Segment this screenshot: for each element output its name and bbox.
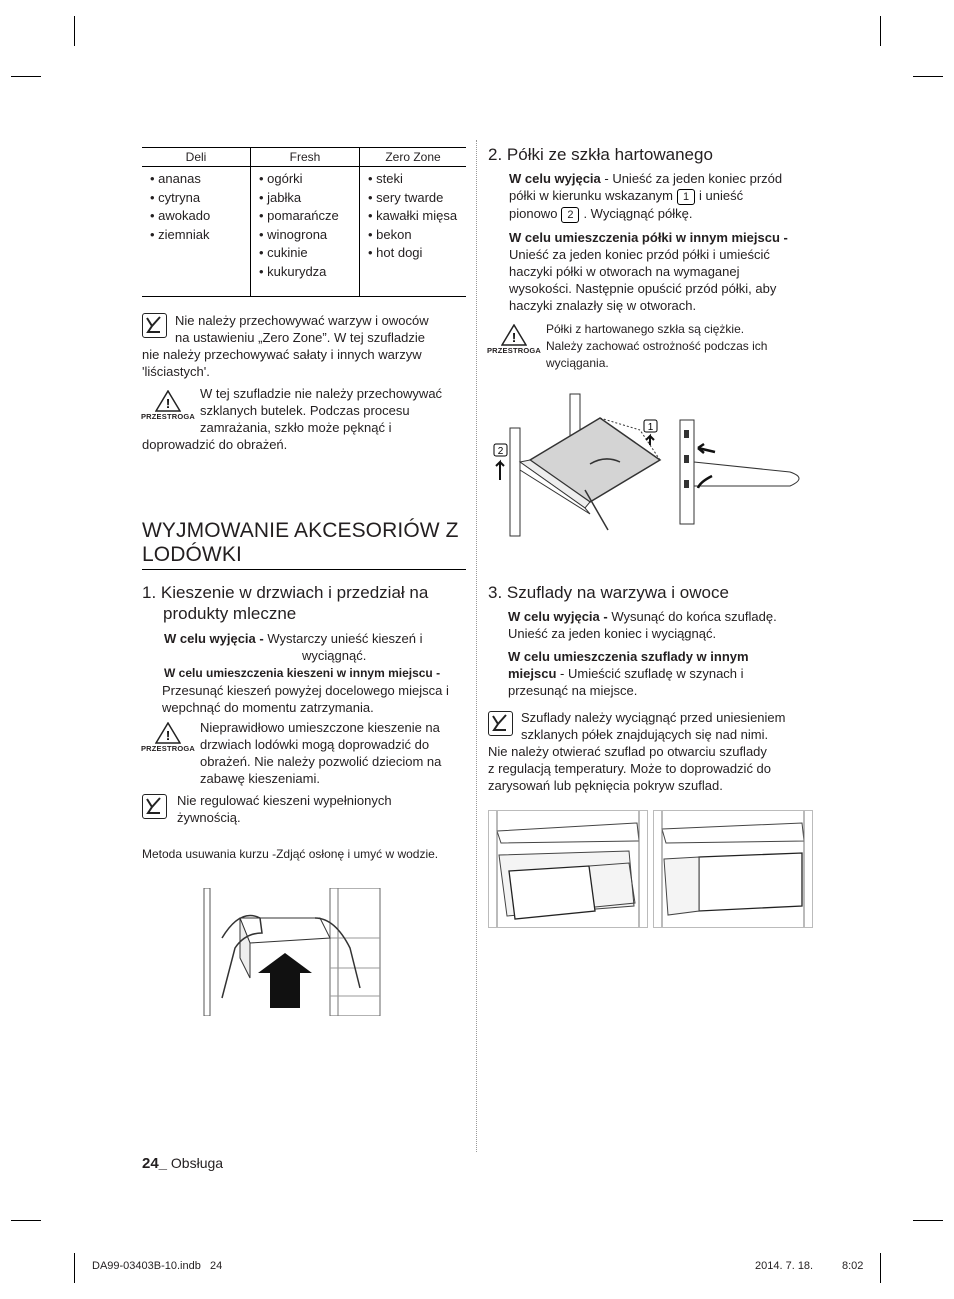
table-cell-zero-zone: • steki • sery twarde • kawałki mięsa • bekon • hot dogi: [360, 167, 467, 297]
crop-mark: [913, 76, 943, 77]
print-date: 2014. 7. 18.: [755, 1260, 814, 1272]
crop-mark: [11, 76, 41, 77]
drawer-illustration-2: [653, 810, 813, 928]
table-cell-deli: • ananas • cytryna • awokado • ziemniak: [142, 167, 251, 297]
crop-mark: [11, 1220, 41, 1221]
caution-icon: ! PRZESTROGA: [486, 324, 542, 362]
print-time: 8:02: [842, 1260, 864, 1272]
caution-icon: ! PRZESTROGA: [140, 722, 196, 760]
svg-text:!: !: [165, 728, 171, 743]
crop-mark: [880, 16, 881, 46]
food-storage-table: [142, 147, 466, 297]
crop-mark: [74, 16, 75, 46]
table-cell-fresh: • ogórki • jabłka • pomarańcze • winogrona • cukinie • kukurydza: [251, 167, 360, 297]
print-file-info: DA99-03403B-10.indb 24: [92, 1260, 223, 1272]
crop-mark: [880, 1253, 881, 1283]
footer-section: Obsługa: [167, 1155, 224, 1171]
caution-1-text: W tej szufladzie nie należy przechowywać szklanych butelek. Podczas procesu zamrażania, szkło może pęknąć i doprowadzić do obrażeń.: [142, 386, 443, 452]
section-rule: [142, 569, 466, 570]
note-3-text: Szuflady należy wyciągnąć przed uniesieniem szklanych półek znajdujących się nad nimi. Nie należy otwierać szuflad po otwarciu szuflady z regulacją temperatury. Może to doprowadzić do zarysowań lub pęknięcia pokryw szuflad.: [488, 710, 786, 793]
caution-3-text: Półki z hartowanego szkła są ciężkie. Należy zachować ostrożność podczas ich wyciągania.: [546, 322, 768, 370]
figure-badge-2: 2: [497, 446, 504, 457]
svg-text:!: !: [511, 330, 517, 345]
subheading-drawers: 3. Szuflady na warzywa i owoce: [488, 583, 729, 602]
caution-2-text: Nieprawidłowo umieszczone kieszenie na drzwiach lodówki mogą doprowadzić do obrażeń. Nie należy pozwolić dzieciom na zabawę kieszeniami.: [200, 720, 442, 786]
subheading-door-bins: 1. Kieszenie w drzwiach i przedział na produkty mleczne: [142, 583, 429, 623]
crop-mark: [74, 1253, 75, 1283]
note-icon: [142, 794, 167, 819]
crop-mark: [913, 1220, 943, 1221]
table-header-deli: Deli: [142, 148, 251, 167]
glass-shelf-illustration: [490, 390, 810, 538]
drawer-instructions: W celu wyjęcia - Wysunąć do końca szufladę. Unieść za jeden koniec i wyciągnąć. W celu umieszczenia szuflady w innym miejscu - Umieścić szufladę w szynach i przesunąć na miejsce.: [508, 609, 777, 698]
dust-removal-text: Metoda usuwania kurzu -Zdjąć osłonę i umyć w wodzie.: [142, 847, 439, 861]
step-2-badge: 2: [561, 207, 579, 223]
svg-text:!: !: [165, 396, 171, 411]
note-2-text: Nie regulować kieszeni wypełnionych żywnością.: [177, 793, 392, 825]
page-footer: [142, 1155, 223, 1172]
column-divider: [476, 140, 477, 1152]
caution-icon: ! PRZESTROGA: [140, 390, 196, 428]
drawer-illustration-1: [488, 810, 648, 928]
table-header-fresh: Fresh: [251, 148, 360, 167]
page-number: 24_: [142, 1155, 168, 1172]
door-bin-instructions: W celu wyjęcia - Wystarczy unieść kieszeń i wyciągnąć. W celu umieszczenia kieszeni w innym miejscu - Przesunąć kieszeń powyżej docelowego miejsca i wepchnąć do momentu zatrzymania.: [162, 631, 449, 715]
table-header-zero-zone: Zero Zone: [360, 148, 467, 167]
figure-badge-1: 1: [647, 422, 654, 433]
step-1-badge: 1: [677, 189, 695, 205]
note-1-text: Nie należy przechowywać warzyw i owoców na ustawieniu „Zero Zone”. W tej szufladzie nie należy przechowywać sałaty i innych warzyw 'liściastych'.: [142, 313, 429, 379]
glass-shelf-instructions: W celu wyjęcia - Unieść za jeden koniec przód półki w kierunku wskazanym 1 i unieść pionowo 2 . Wyciągnąć półkę. W celu umieszczenia półki w innym miejscu - Unieść za jeden koniec przód półki i umieścić haczyki półki w otworach na wymaganej wysokości. Następnie opuścić przód półki, aby haczyki znalazły się w otworach.: [509, 171, 788, 313]
subheading-glass-shelves: 2. Półki ze szkła hartowanego: [488, 145, 713, 164]
door-bin-illustration: [200, 888, 382, 1016]
section-title: WYJMOWANIE AKCESORIÓW Z LODÓWKI: [142, 519, 459, 566]
